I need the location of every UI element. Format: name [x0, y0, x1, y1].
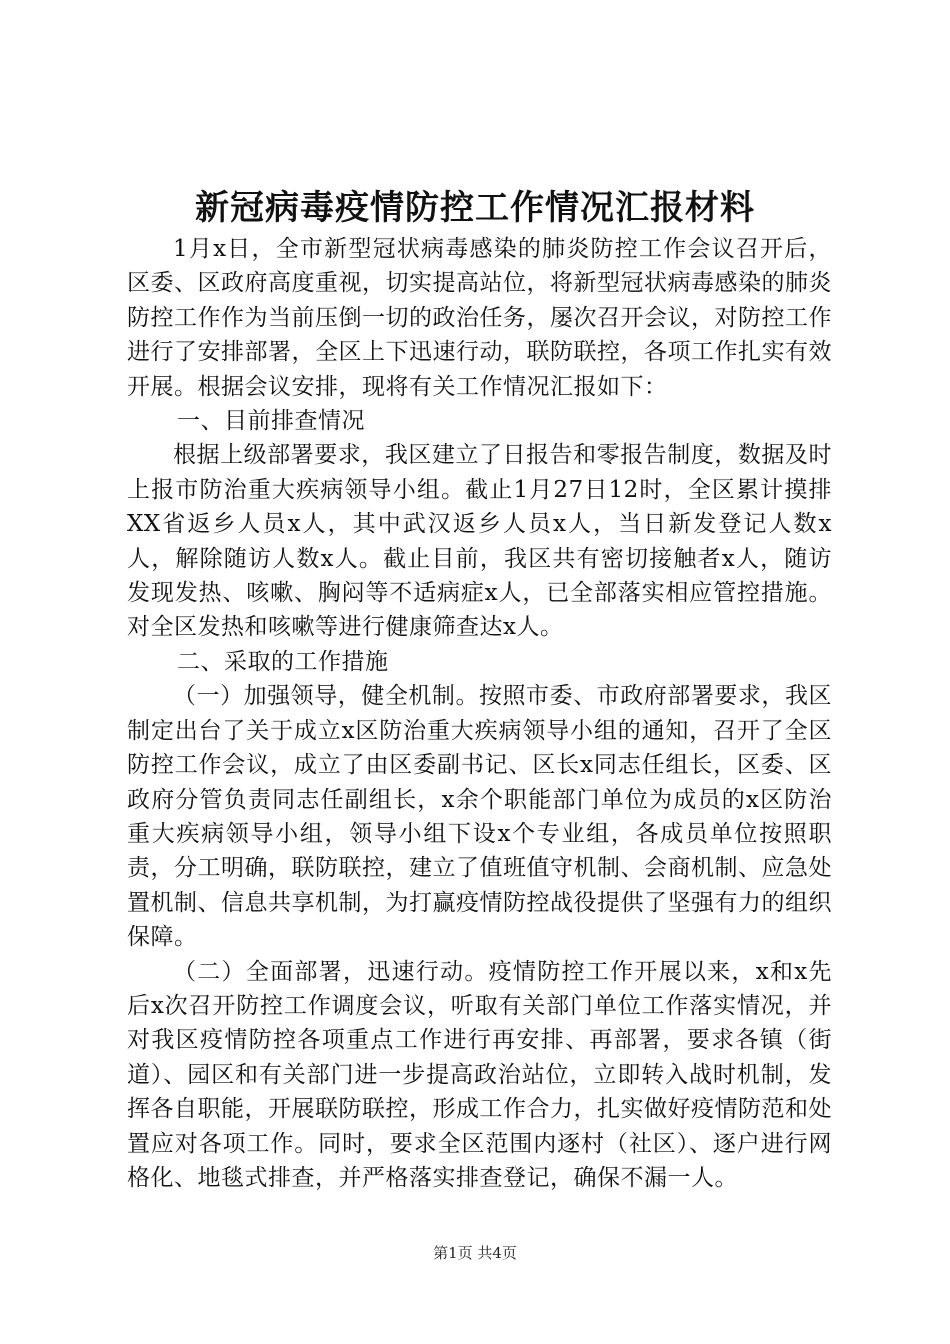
- paragraph-measure-2: （二）全面部署，迅速行动。疫情防控工作开展以来，x和x先后x次召开防控工作调度会议，听取有关部门单位工作落实情况，并对我区疫情防控各项重点工作进行再安排、再部署，要求各镇（街道）、园区和有关部门进一步提高政治站位，立即转入战时机制，发挥各自职能，开展联防联控，形成工作合力，扎实做好疫情防范和处置应对各项工作。同时，要求全区范围内逐村（社区）、逐户进行网格化、地毯式排查，并严格落实排查登记，确保不漏一人。: [127, 958, 832, 1191]
- document-title: 新冠病毒疫情防控工作情况汇报材料: [195, 188, 755, 228]
- section-heading-2: 二、采取的工作措施: [177, 648, 389, 675]
- section-heading-1: 一、目前排查情况: [177, 408, 365, 435]
- page-footer: 第1页 共4页: [433, 1244, 517, 1262]
- paragraph-measure-1: （一）加强领导，健全机制。按照市委、市政府部署要求，我区制定出台了关于成立x区防治重大疾病领导小组的通知，召开了全区防控工作会议，成立了由区委副书记、区长x同志任组长，区委、区政府分管负责同志任副组长，x余个职能部门单位为成员的x区防治重大疾病领导小组，领导小组下设x个专业组，各成员单位按照职责，分工明确，联防联控，建立了值班值守机制、会商机制、应急处置机制、信息共享机制，为打赢疫情防控战役提供了坚强有力的组织保障。: [127, 683, 832, 951]
- document-body: [127, 232, 832, 1195]
- paragraph-screening: 根据上级部署要求，我区建立了日报告和零报告制度，数据及时上报市防治重大疾病领导小组。截止1月27日12时，全区累计摸排XX省返乡人员x人，其中武汉返乡人员x人，当日新发登记人数x人，解除随访人数x人。截止目前，我区共有密切接触者x人，随访发现发热、咳嗽、胸闷等不适病症x人，已全部落实相应管控措施。对全区发热和咳嗽等进行健康筛查达x人。: [127, 442, 832, 641]
- paragraph-intro: 1月x日，全市新型冠状病毒感染的肺炎防控工作会议召开后，区委、区政府高度重视，切实提高站位，将新型冠状病毒感染的肺炎防控工作作为当前压倒一切的政治任务，屡次召开会议，对防控工作进行了安排部署，全区上下迅速行动，联防联控，各项工作扎实有效开展。根据会议安排，现将有关工作情况汇报如下：: [127, 236, 832, 400]
